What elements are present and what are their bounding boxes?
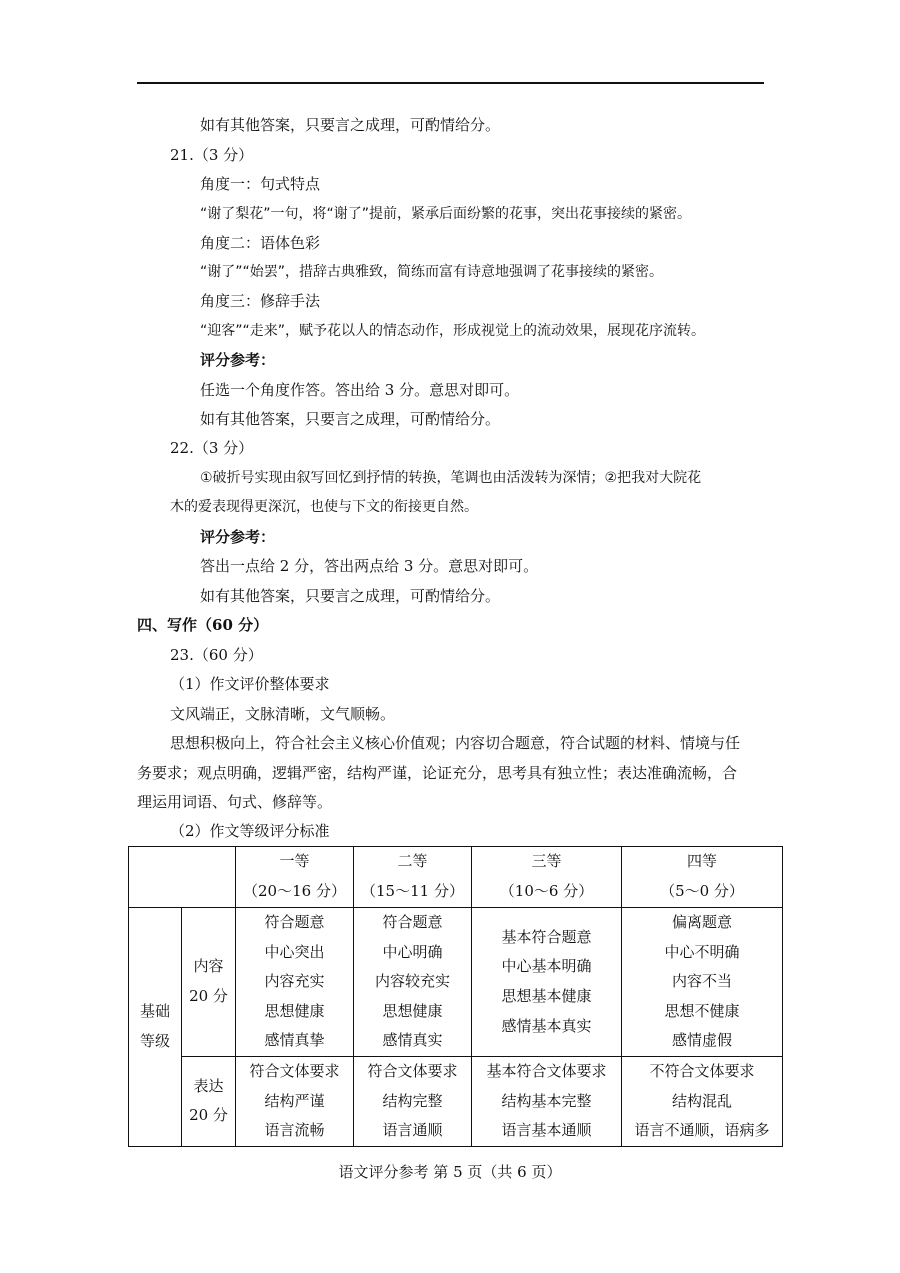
subsection-heading: （2）作文等级评分标准 (170, 822, 330, 840)
grade-header: 二等 （15～11 分） (354, 847, 472, 908)
table-cell: 符合题意 中心明确 内容较充实 思想健康 感情真实 (354, 908, 472, 1057)
question-number: 23.（60 分） (170, 646, 263, 664)
table-cell: 符合文体要求 结构严谨 语言流畅 (236, 1056, 354, 1146)
scoring-heading: 评分参考： (200, 351, 276, 369)
subsection-heading: （1）作文评价整体要求 (170, 675, 330, 693)
table-row (129, 908, 783, 1057)
angle-heading: 角度一：句式特点 (200, 175, 321, 193)
scoring-heading: 评分参考： (200, 528, 276, 546)
requirement-text: 务要求；观点明确，逻辑严密，结构严谨，论证充分，思考具有独立性；表达准确流畅，合 (137, 764, 738, 782)
requirement-text: 思想积极向上，符合社会主义核心价值观；内容切合题意，符合试题的材料、情境与任 (170, 734, 741, 752)
angle-heading: 角度二：语体色彩 (200, 234, 321, 252)
grade-header: 四等 （5～0 分） (622, 847, 783, 908)
table-header-row (129, 847, 783, 908)
table-cell: 符合文体要求 结构完整 语言通顺 (354, 1056, 472, 1146)
note-text: 如有其他答案，只要言之成理，可酌情给分。 (200, 410, 501, 428)
table-corner-cell (129, 847, 236, 908)
angle-answer: “迎客”“走来”，赋予花以人的情态动作，形成视觉上的流动效果，展现花序流转。 (200, 323, 706, 339)
row-label-cell: 内容 20 分 (182, 908, 236, 1057)
grade-header: 一等 （20～16 分） (236, 847, 354, 908)
note-text: 如有其他答案，只要言之成理，可酌情给分。 (200, 116, 501, 134)
row-label-cell: 表达 20 分 (182, 1056, 236, 1146)
section-heading: 四、写作（60 分） (137, 616, 269, 634)
requirement-text: 理运用词语、句式、修辞等。 (137, 793, 333, 811)
grade-header: 三等 （10～6 分） (472, 847, 622, 908)
table-cell: 基本符合文体要求 结构基本完整 语言基本通顺 (472, 1056, 622, 1146)
angle-answer: “谢了梨花”一句，将“谢了”提前，紧承后面纷繁的花事，突出花事接续的紧密。 (200, 206, 692, 222)
table-cell: 不符合文体要求 结构混乱 语言不通顺，语病多 (622, 1056, 783, 1146)
grading-table (128, 846, 783, 1147)
question-number: 22.（3 分） (170, 439, 254, 457)
answer-text: ①破折号实现由叙写回忆到抒情的转换，笔调也由活泼转为深情；②把我对大院花 (200, 470, 702, 486)
table-cell: 符合题意 中心突出 内容充实 思想健康 感情真挚 (236, 908, 354, 1057)
scoring-text: 任选一个角度作答。答出给 3 分。意思对即可。 (200, 381, 520, 399)
table-row (129, 1056, 783, 1146)
group-label-cell: 基础 等级 (129, 908, 182, 1147)
answer-text: 木的爱表现得更深沉，也使与下文的衔接更自然。 (170, 499, 478, 515)
requirement-text: 文风端正，文脉清晰，文气顺畅。 (170, 705, 396, 723)
table-cell: 基本符合题意 中心基本明确 思想基本健康 感情基本真实 (472, 908, 622, 1057)
scoring-text: 答出一点给 2 分，答出两点给 3 分。意思对即可。 (200, 557, 539, 575)
angle-heading: 角度三：修辞手法 (200, 292, 321, 310)
question-number: 21.（3 分） (170, 146, 254, 164)
note-text: 如有其他答案，只要言之成理，可酌情给分。 (200, 587, 501, 605)
page-footer: 语文评分参考 第 5 页（共 6 页） (338, 1163, 562, 1181)
header-rule (137, 82, 764, 84)
table-cell: 偏离题意 中心不明确 内容不当 思想不健康 感情虚假 (622, 908, 783, 1057)
angle-answer: “谢了”“始罢”，措辞古典雅致，简练而富有诗意地强调了花事接续的紧密。 (200, 264, 664, 280)
